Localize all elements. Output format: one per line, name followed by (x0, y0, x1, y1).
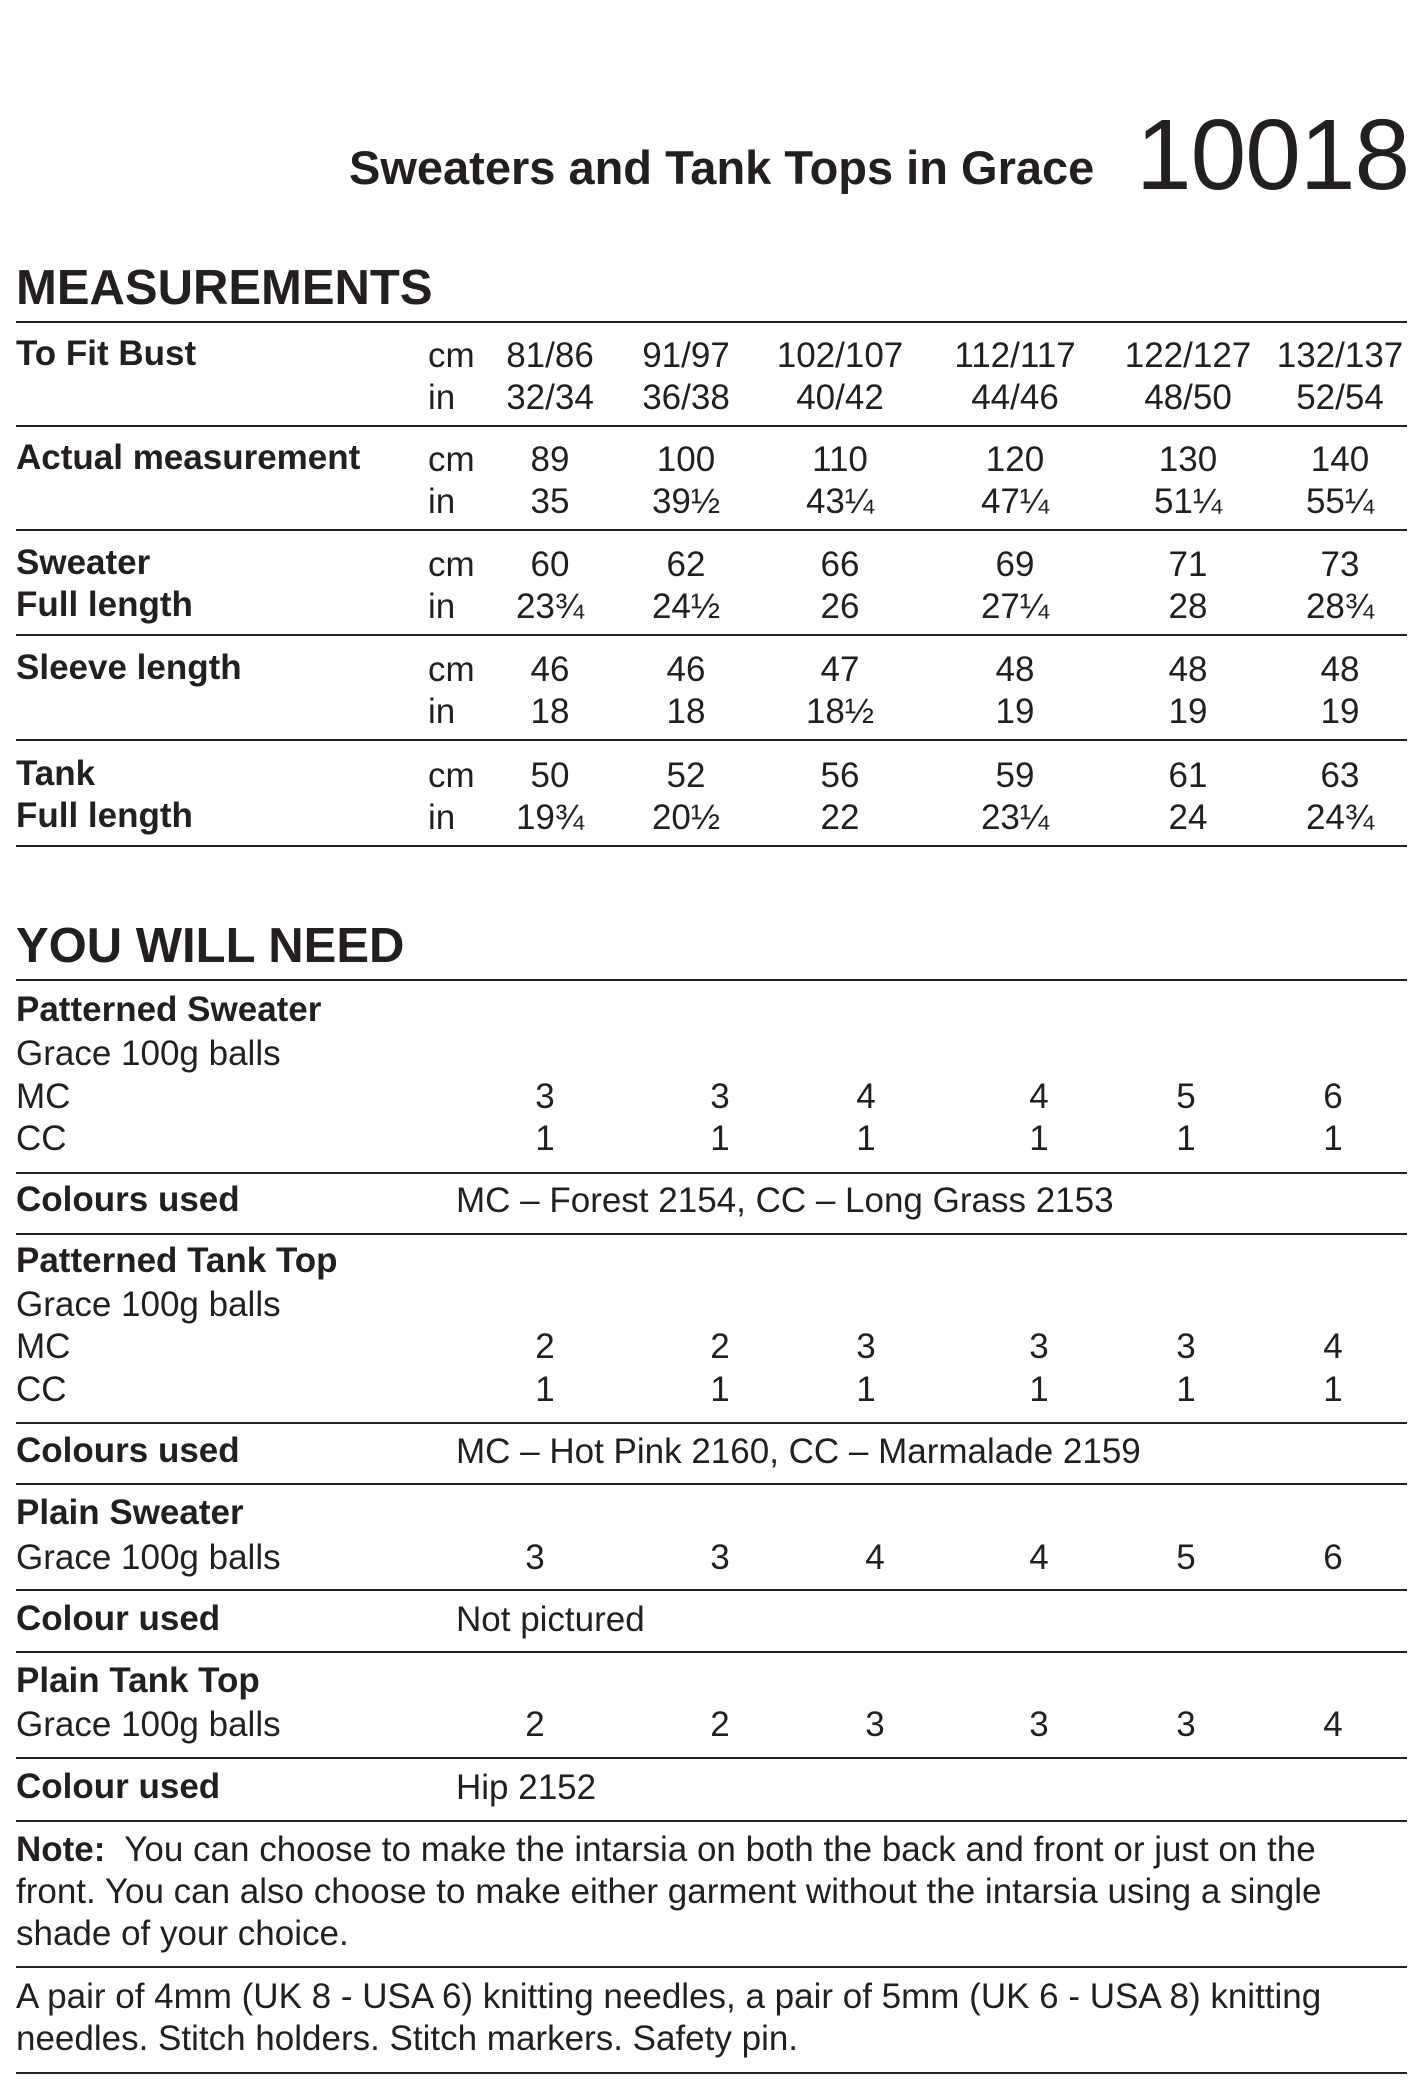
plain-sweater-colour-label: Colour used (16, 1599, 221, 1638)
ball-count: 1 (1176, 1370, 1196, 1409)
ball-count: 4 (1323, 1705, 1343, 1744)
patterned-sweater-cc-label: CC (16, 1119, 67, 1158)
unit-in: in (428, 378, 456, 417)
patterned-tank-cc-label: CC (16, 1370, 67, 1409)
measurement-cm-value: 59 (995, 756, 1035, 795)
unit-cm: cm (428, 336, 475, 375)
patterned-sweater-mc-label: MC (16, 1077, 71, 1116)
ball-count: 2 (535, 1327, 555, 1366)
ball-count: 3 (535, 1077, 555, 1116)
measurement-in-value: 23¾ (515, 587, 585, 626)
ball-count: 1 (1323, 1370, 1343, 1409)
measurement-cm-value: 71 (1168, 545, 1208, 584)
ball-count: 2 (525, 1705, 545, 1744)
measurement-cm-value: 100 (656, 440, 716, 479)
note-label: Note: (16, 1830, 106, 1869)
ball-count: 1 (710, 1370, 730, 1409)
divider (16, 845, 1407, 847)
ball-count: 1 (856, 1119, 876, 1158)
ball-count: 5 (1176, 1077, 1196, 1116)
divider (16, 529, 1407, 531)
measurement-in-value: 22 (820, 798, 860, 837)
measurement-in-value: 40/42 (796, 378, 884, 417)
measurement-cm-value: 122/127 (1124, 336, 1252, 375)
divider (16, 1966, 1407, 1968)
ball-count: 3 (525, 1538, 545, 1577)
measurement-cm-value: 47 (820, 650, 860, 689)
measurement-cm-value: 120 (985, 440, 1045, 479)
measurement-cm-value: 81/86 (506, 336, 594, 375)
divider (16, 1757, 1407, 1759)
divider (16, 739, 1407, 741)
patterned-tank-yarn: Grace 100g balls (16, 1285, 281, 1324)
ball-count: 6 (1323, 1077, 1343, 1116)
measurements-heading: MEASUREMENTS (16, 261, 433, 315)
divider (16, 425, 1407, 427)
ball-count: 4 (1029, 1538, 1049, 1577)
ball-count: 1 (535, 1370, 555, 1409)
ball-count: 3 (1176, 1705, 1196, 1744)
divider (16, 1651, 1407, 1653)
ball-count: 5 (1176, 1538, 1196, 1577)
divider (16, 1820, 1407, 1822)
measurement-cm-value: 91/97 (642, 336, 730, 375)
divider (16, 634, 1407, 636)
measurement-cm-value: 73 (1320, 545, 1360, 584)
measurement-in-value: 52/54 (1296, 378, 1384, 417)
measurement-in-value: 28 (1168, 587, 1208, 626)
measurement-cm-value: 62 (666, 545, 706, 584)
measurement-in-value: 19 (1320, 692, 1360, 731)
plain-tank-yarn: Grace 100g balls (16, 1705, 281, 1744)
plain-tank-colour-label: Colour used (16, 1767, 221, 1806)
patterned-tank-title: Patterned Tank Top (16, 1241, 338, 1280)
measurement-in-value: 39½ (651, 482, 721, 521)
measurement-cm-value: 112/117 (954, 336, 1076, 375)
measurement-in-value: 23¼ (980, 798, 1050, 837)
measurement-cm-value: 46 (666, 650, 706, 689)
measurement-row-label: Actual measurement (16, 438, 361, 477)
measurement-in-value: 43¼ (805, 482, 875, 521)
measurement-row-label: Sleeve length (16, 648, 242, 687)
ball-count: 6 (1323, 1538, 1343, 1577)
measurement-cm-value: 130 (1158, 440, 1218, 479)
divider (16, 1172, 1407, 1174)
patterned-tank-colours-label: Colours used (16, 1431, 240, 1470)
plain-tank-title: Plain Tank Top (16, 1661, 260, 1700)
unit-in: in (428, 692, 456, 731)
measurement-cm-value: 89 (530, 440, 570, 479)
measurement-in-value: 27¼ (980, 587, 1050, 626)
measurement-cm-value: 102/107 (776, 336, 904, 375)
measurement-cm-value: 48 (1168, 650, 1208, 689)
measurement-cm-value: 50 (530, 756, 570, 795)
measurement-cm-value: 60 (530, 545, 570, 584)
measurement-row-label: Sweater (16, 543, 151, 582)
measurement-in-value: 19 (1168, 692, 1208, 731)
unit-in: in (428, 798, 456, 837)
measurement-cm-value: 66 (820, 545, 860, 584)
ball-count: 3 (710, 1538, 730, 1577)
measurement-cm-value: 52 (666, 756, 706, 795)
ball-count: 3 (710, 1077, 730, 1116)
ball-count: 1 (1323, 1119, 1343, 1158)
measurement-in-value: 44/46 (971, 378, 1059, 417)
ball-count: 3 (1029, 1705, 1049, 1744)
measurement-row-sublabel: Full length (16, 796, 193, 835)
ball-count: 4 (856, 1077, 876, 1116)
measurement-in-value: 48/50 (1144, 378, 1232, 417)
unit-in: in (428, 482, 456, 521)
ball-count: 4 (1029, 1077, 1049, 1116)
measurement-in-value: 28¾ (1305, 587, 1375, 626)
plain-sweater-colour: Not pictured (456, 1600, 645, 1639)
measurement-in-value: 19 (995, 692, 1035, 731)
ball-count: 3 (1029, 1327, 1049, 1366)
measurement-in-value: 18½ (805, 692, 875, 731)
measurement-in-value: 35 (530, 482, 570, 521)
plain-sweater-title: Plain Sweater (16, 1493, 244, 1532)
extras-paragraph: A pair of 4mm (UK 8 - USA 6) knitting needles, a pair of 5mm (UK 6 - USA 8) knitting needles. Stitch holders. Stitch markers. Safety pin. (16, 1977, 1322, 2058)
measurement-cm-value: 46 (530, 650, 570, 689)
measurement-row-label: Tank (16, 754, 96, 793)
measurement-row-sublabel: Full length (16, 585, 193, 624)
measurement-in-value: 51¼ (1153, 482, 1223, 521)
measurement-in-value: 24 (1168, 798, 1208, 837)
unit-in: in (428, 587, 456, 626)
you-will-need-heading: YOU WILL NEED (16, 919, 405, 973)
ball-count: 3 (865, 1705, 885, 1744)
measurement-in-value: 32/34 (506, 378, 594, 417)
patterned-sweater-colours-label: Colours used (16, 1180, 240, 1219)
unit-cm: cm (428, 756, 475, 795)
measurement-cm-value: 140 (1310, 440, 1370, 479)
measurement-cm-value: 63 (1320, 756, 1360, 795)
measurement-cm-value: 48 (995, 650, 1035, 689)
ball-count: 2 (710, 1705, 730, 1744)
ball-count: 3 (1176, 1327, 1196, 1366)
patterned-sweater-colours: MC – Forest 2154, CC – Long Grass 2153 (456, 1181, 1114, 1220)
divider (16, 1422, 1407, 1424)
pattern-number: 10018 (1136, 99, 1410, 211)
plain-sweater-yarn: Grace 100g balls (16, 1538, 281, 1577)
measurement-cm-value: 132/137 (1276, 336, 1404, 375)
patterned-sweater-yarn: Grace 100g balls (16, 1034, 281, 1073)
divider (16, 321, 1407, 323)
measurement-in-value: 36/38 (642, 378, 730, 417)
divider (16, 1233, 1407, 1235)
ball-count: 2 (710, 1327, 730, 1366)
measurement-cm-value: 110 (812, 440, 868, 479)
unit-cm: cm (428, 650, 475, 689)
patterned-tank-colours: MC – Hot Pink 2160, CC – Marmalade 2159 (456, 1432, 1141, 1471)
plain-tank-colour: Hip 2152 (456, 1768, 597, 1807)
divider (16, 1589, 1407, 1591)
measurement-in-value: 20½ (651, 798, 721, 837)
unit-cm: cm (428, 545, 475, 584)
measurement-cm-value: 69 (995, 545, 1035, 584)
divider (16, 979, 1407, 981)
divider (16, 1483, 1407, 1485)
ball-count: 3 (856, 1327, 876, 1366)
measurement-in-value: 26 (820, 587, 860, 626)
ball-count: 1 (1176, 1119, 1196, 1158)
ball-count: 1 (710, 1119, 730, 1158)
measurement-in-value: 18 (530, 692, 570, 731)
measurement-in-value: 19¾ (515, 798, 585, 837)
ball-count: 1 (1029, 1119, 1049, 1158)
measurement-row-label: To Fit Bust (16, 334, 197, 373)
patterned-tank-mc-label: MC (16, 1327, 71, 1366)
measurement-cm-value: 56 (820, 756, 860, 795)
measurement-in-value: 24½ (651, 587, 721, 626)
measurement-in-value: 55¼ (1305, 482, 1375, 521)
unit-cm: cm (428, 440, 475, 479)
measurement-in-value: 47¼ (980, 482, 1050, 521)
measurement-cm-value: 61 (1168, 756, 1208, 795)
ball-count: 1 (535, 1119, 555, 1158)
ball-count: 4 (865, 1538, 885, 1577)
ball-count: 1 (856, 1370, 876, 1409)
patterned-sweater-title: Patterned Sweater (16, 990, 322, 1029)
divider (16, 2072, 1407, 2074)
measurement-cm-value: 48 (1320, 650, 1360, 689)
note-text: You can choose to make the intarsia on both the back and front or just on the front. You can also choose to make either garment without the intarsia using a single shade of your choice. (16, 1830, 1322, 1953)
ball-count: 4 (1323, 1327, 1343, 1366)
ball-count: 1 (1029, 1370, 1049, 1409)
measurement-in-value: 18 (666, 692, 706, 731)
note-paragraph (16, 1829, 1396, 1955)
measurement-in-value: 24¾ (1305, 798, 1375, 837)
pattern-title: Sweaters and Tank Tops in Grace (349, 141, 1095, 194)
